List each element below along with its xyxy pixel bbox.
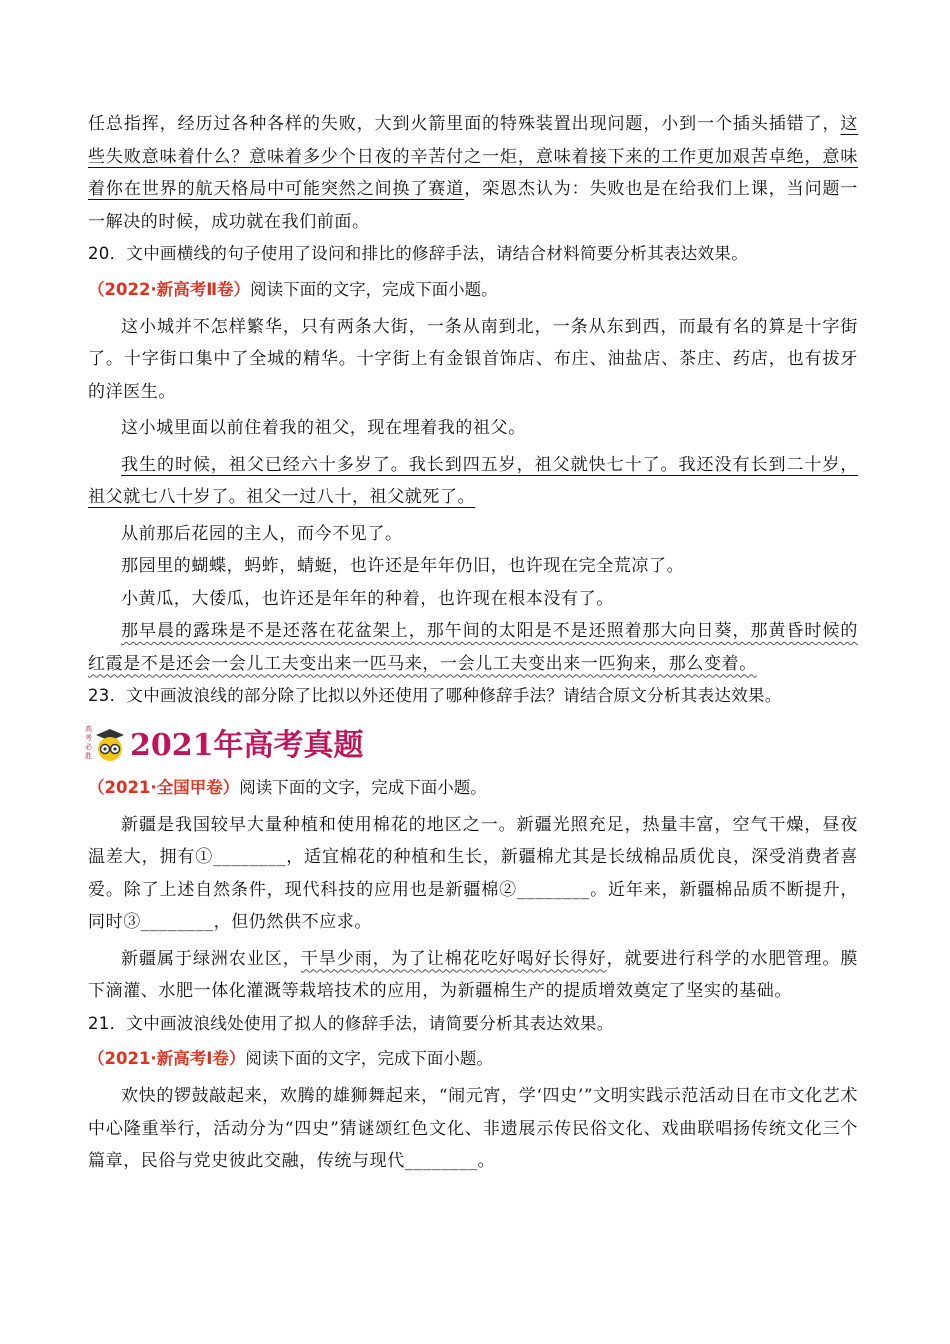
owl-badge-icon — [84, 721, 126, 763]
source-line-2021-jia — [88, 773, 858, 803]
intro-text-2: ，栾恩杰认为：失败也是在给我们上课，当问题一一解决的时候，成功就在我们前面。 — [88, 179, 858, 232]
source-instruction: 阅读下面的文字，完成下面小题。 — [250, 279, 498, 299]
wavy-text: 那早晨的露珠是不是还落在花盆架上，那午间的太阳是不是还照着那大向日葵，那黄昏时候的红霞是不是还会一会儿工夫变出来一匹马来，一会儿工夫变出来一匹狗来，那么变着。 — [88, 621, 858, 674]
passage-paragraph: 小黄瓜，大倭瓜，也许还是年年的种着，也许现在根本没有了。 — [121, 588, 614, 609]
passage-paragraph: 新疆是我国较早大量种植和使用棉花的地区之一。新疆光照充足，热量丰富，空气干燥，昼夜温差大，拥有①________，适宜棉花的种植和生长，新疆棉尤其是长绒棉品质优良，深受消费者喜爱。除了上述自然条件，现代科技的应用也是新疆棉②________。近年来，新疆棉品质不断提升，同时③________，但仍然供不应求。 — [88, 814, 858, 932]
passage-paragraph: 那园里的蝴蝶，蚂蚱，蜻蜓，也许还是年年仍旧，也许现在完全荒凉了。 — [121, 556, 685, 576]
question-23: 23．文中画波浪线的部分除了比拟以外还使用了哪种修辞手法？请结合原文分析其表达效果。 — [88, 686, 782, 705]
source-line-2022-new2 — [88, 275, 858, 305]
passage-paragraph: 欢快的锣鼓敲起来，欢腾的雄狮舞起来，“闹元宵，学‘四史’”文明实践示范活动日在市文化艺术中心隆重举行，活动分为“四史”猜谜颂红色文化、非遗展示传民俗文化、戏曲联唱扬传统文化三个篇章，民俗与党史彼此交融，传统与现代________。 — [88, 1086, 858, 1171]
underlined-text: 我生的时候，祖父已经六十多岁了。我长到四五岁，祖父就快七十了。我还没有长到二十岁，祖父就七八十岁了。祖父一过八十，祖父就死了。 — [88, 454, 858, 507]
section-heading-2021 — [84, 719, 858, 765]
passage-paragraph: 从前那后花园的主人，而今不见了。 — [121, 523, 403, 544]
passage-paragraph-wavy — [88, 615, 858, 680]
intro-paragraph — [88, 108, 858, 238]
question-20: 20．文中画横线的句子使用了设问和排比的修辞手法，请结合材料简要分析其表达效果。 — [88, 244, 748, 263]
text-segment: 新疆属于绿洲农业区， — [121, 948, 301, 969]
section-title: 2021年高考真题 — [130, 727, 364, 763]
question-21: 21．文中画波浪线处使用了拟人的修辞手法，请简要分析其表达效果。 — [88, 1013, 614, 1033]
passage-paragraph-mixed — [88, 943, 858, 1008]
passage-paragraph-underlined — [88, 449, 858, 514]
intro-underlined-text: 这些失败意味着什么？意味着多少个日夜的辛苦付之一炬，意味着接下来的工作更加艰苦卓绝，意味着你在世界的航天格局中可能突然之间换了赛道 — [88, 114, 858, 199]
text-segment: ，就要进行科学的水肥管理。膜下滴灌、水肥一体化灌溉等栽培技术的应用，为新疆棉生产的提质增效奠定了坚实的基础。 — [88, 948, 859, 1001]
passage-paragraph: 这小城里面以前住着我的祖父，现在埋着我的祖父。 — [121, 418, 526, 438]
source-tag: （2021·全国甲卷） — [88, 777, 240, 797]
svg-text:必: 必 — [85, 742, 92, 751]
svg-text:胜: 胜 — [85, 751, 92, 760]
svg-text:考: 考 — [85, 733, 92, 742]
source-instruction: 阅读下面的文字，完成下面小题。 — [239, 777, 487, 797]
document-page — [85, 108, 859, 1178]
source-tag: （2022·新高考Ⅱ卷） — [88, 279, 251, 299]
source-instruction: 阅读下面的文字，完成下面小题。 — [245, 1049, 493, 1068]
intro-text-1: 任总指挥，经历过各种各样的失败，大到火箭里面的特殊装置出现问题，小到一个插头插错了， — [88, 114, 841, 134]
source-line-2021-new1 — [88, 1044, 858, 1074]
svg-text:高: 高 — [85, 724, 92, 733]
source-tag: （2021·新高考Ⅰ卷） — [88, 1049, 246, 1068]
wavy-text: 干旱少雨，为了让棉花吃好喝好长得好 — [300, 948, 607, 969]
passage-paragraph: 这小城并不怎样繁华，只有两条大街，一条从南到北，一条从东到西，而最有名的算是十字街了。十字街口集中了全城的精华。十字街上有金银首饰店、布庄、油盐店、茶庄、药店，也有拔牙的洋医生。 — [88, 316, 858, 402]
